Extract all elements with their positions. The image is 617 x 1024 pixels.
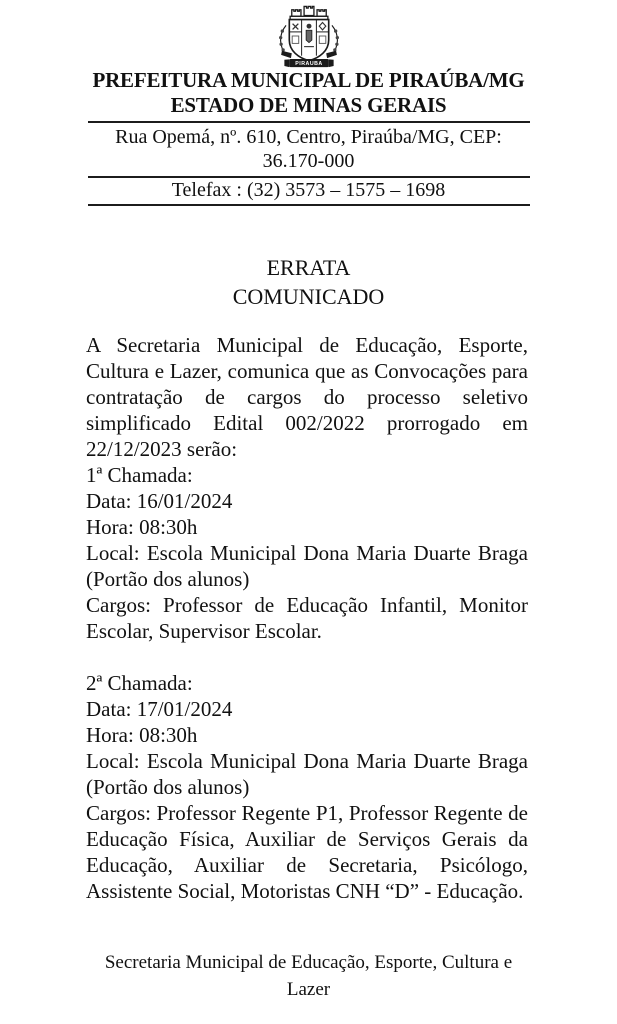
- signature-text: Secretaria Municipal de Educação, Esporte, Cultura e Lazer: [104, 952, 513, 1000]
- positions-line: Cargos: Professor Regente P1, Professor Regente de Educação Física, Auxiliar de Serviços Gerais da Educação, Auxiliar de Secretaria, Psicólogo, Assistente Social, Motoristas CNH “D” - Educação.: [86, 801, 528, 903]
- divider-top: [88, 121, 530, 123]
- document-title: [0, 253, 617, 311]
- time-line: Hora: 08:30h: [86, 723, 198, 747]
- letterhead: [0, 0, 617, 206]
- signature-footer: [0, 949, 617, 1003]
- shield-icon: [289, 20, 328, 61]
- intro-paragraph: A Secretaria Municipal de Educação, Esporte, Cultura e Lazer, comunica que as Convocações para contratação de cargos do processo seletivo simplificado Edital 002/2022 prorrogado em 22/12/2023 serão:: [86, 333, 528, 461]
- divider-middle: [88, 176, 530, 178]
- errata-heading: ERRATA: [266, 255, 351, 280]
- location-line: Local: Escola Municipal Dona Maria Duarte Braga (Portão dos alunos): [86, 749, 528, 799]
- divider-bottom: [88, 204, 530, 206]
- section-heading: 2ª Chamada:: [86, 671, 193, 695]
- address-line: Rua Opemá, nº. 610, Centro, Piraúba/MG, CEP: 36.170-000: [115, 126, 502, 172]
- document-main: [0, 253, 617, 904]
- positions-line: Cargos: Professor de Educação Infantil, Monitor Escolar, Supervisor Escolar.: [86, 593, 528, 643]
- estado-subtitle: ESTADO DE MINAS GERAIS: [170, 93, 447, 117]
- name-banner-icon: [284, 59, 333, 67]
- date-line: Data: 16/01/2024: [86, 489, 233, 513]
- document-body: [86, 332, 528, 904]
- comunicado-heading: COMUNICADO: [232, 284, 385, 309]
- telefax-line: Telefax : (32) 3573 – 1575 – 1698: [171, 179, 446, 201]
- second-call-section: [86, 670, 528, 904]
- prefeitura-title: PREFEITURA MUNICIPAL DE PIRAÚBA/MG: [92, 68, 525, 92]
- date-line: Data: 17/01/2024: [86, 697, 233, 721]
- mural-crown-icon: [290, 6, 328, 19]
- letterhead-contact-block: [88, 121, 530, 206]
- first-call-section: [86, 462, 528, 644]
- logo-banner-text: PIRAUBA: [294, 61, 323, 68]
- location-line: Local: Escola Municipal Dona Maria Duarte Braga (Portão dos alunos): [86, 541, 528, 591]
- section-heading: 1ª Chamada:: [86, 463, 193, 487]
- coat-of-arms-icon: [266, 4, 352, 68]
- time-line: Hora: 08:30h: [86, 515, 198, 539]
